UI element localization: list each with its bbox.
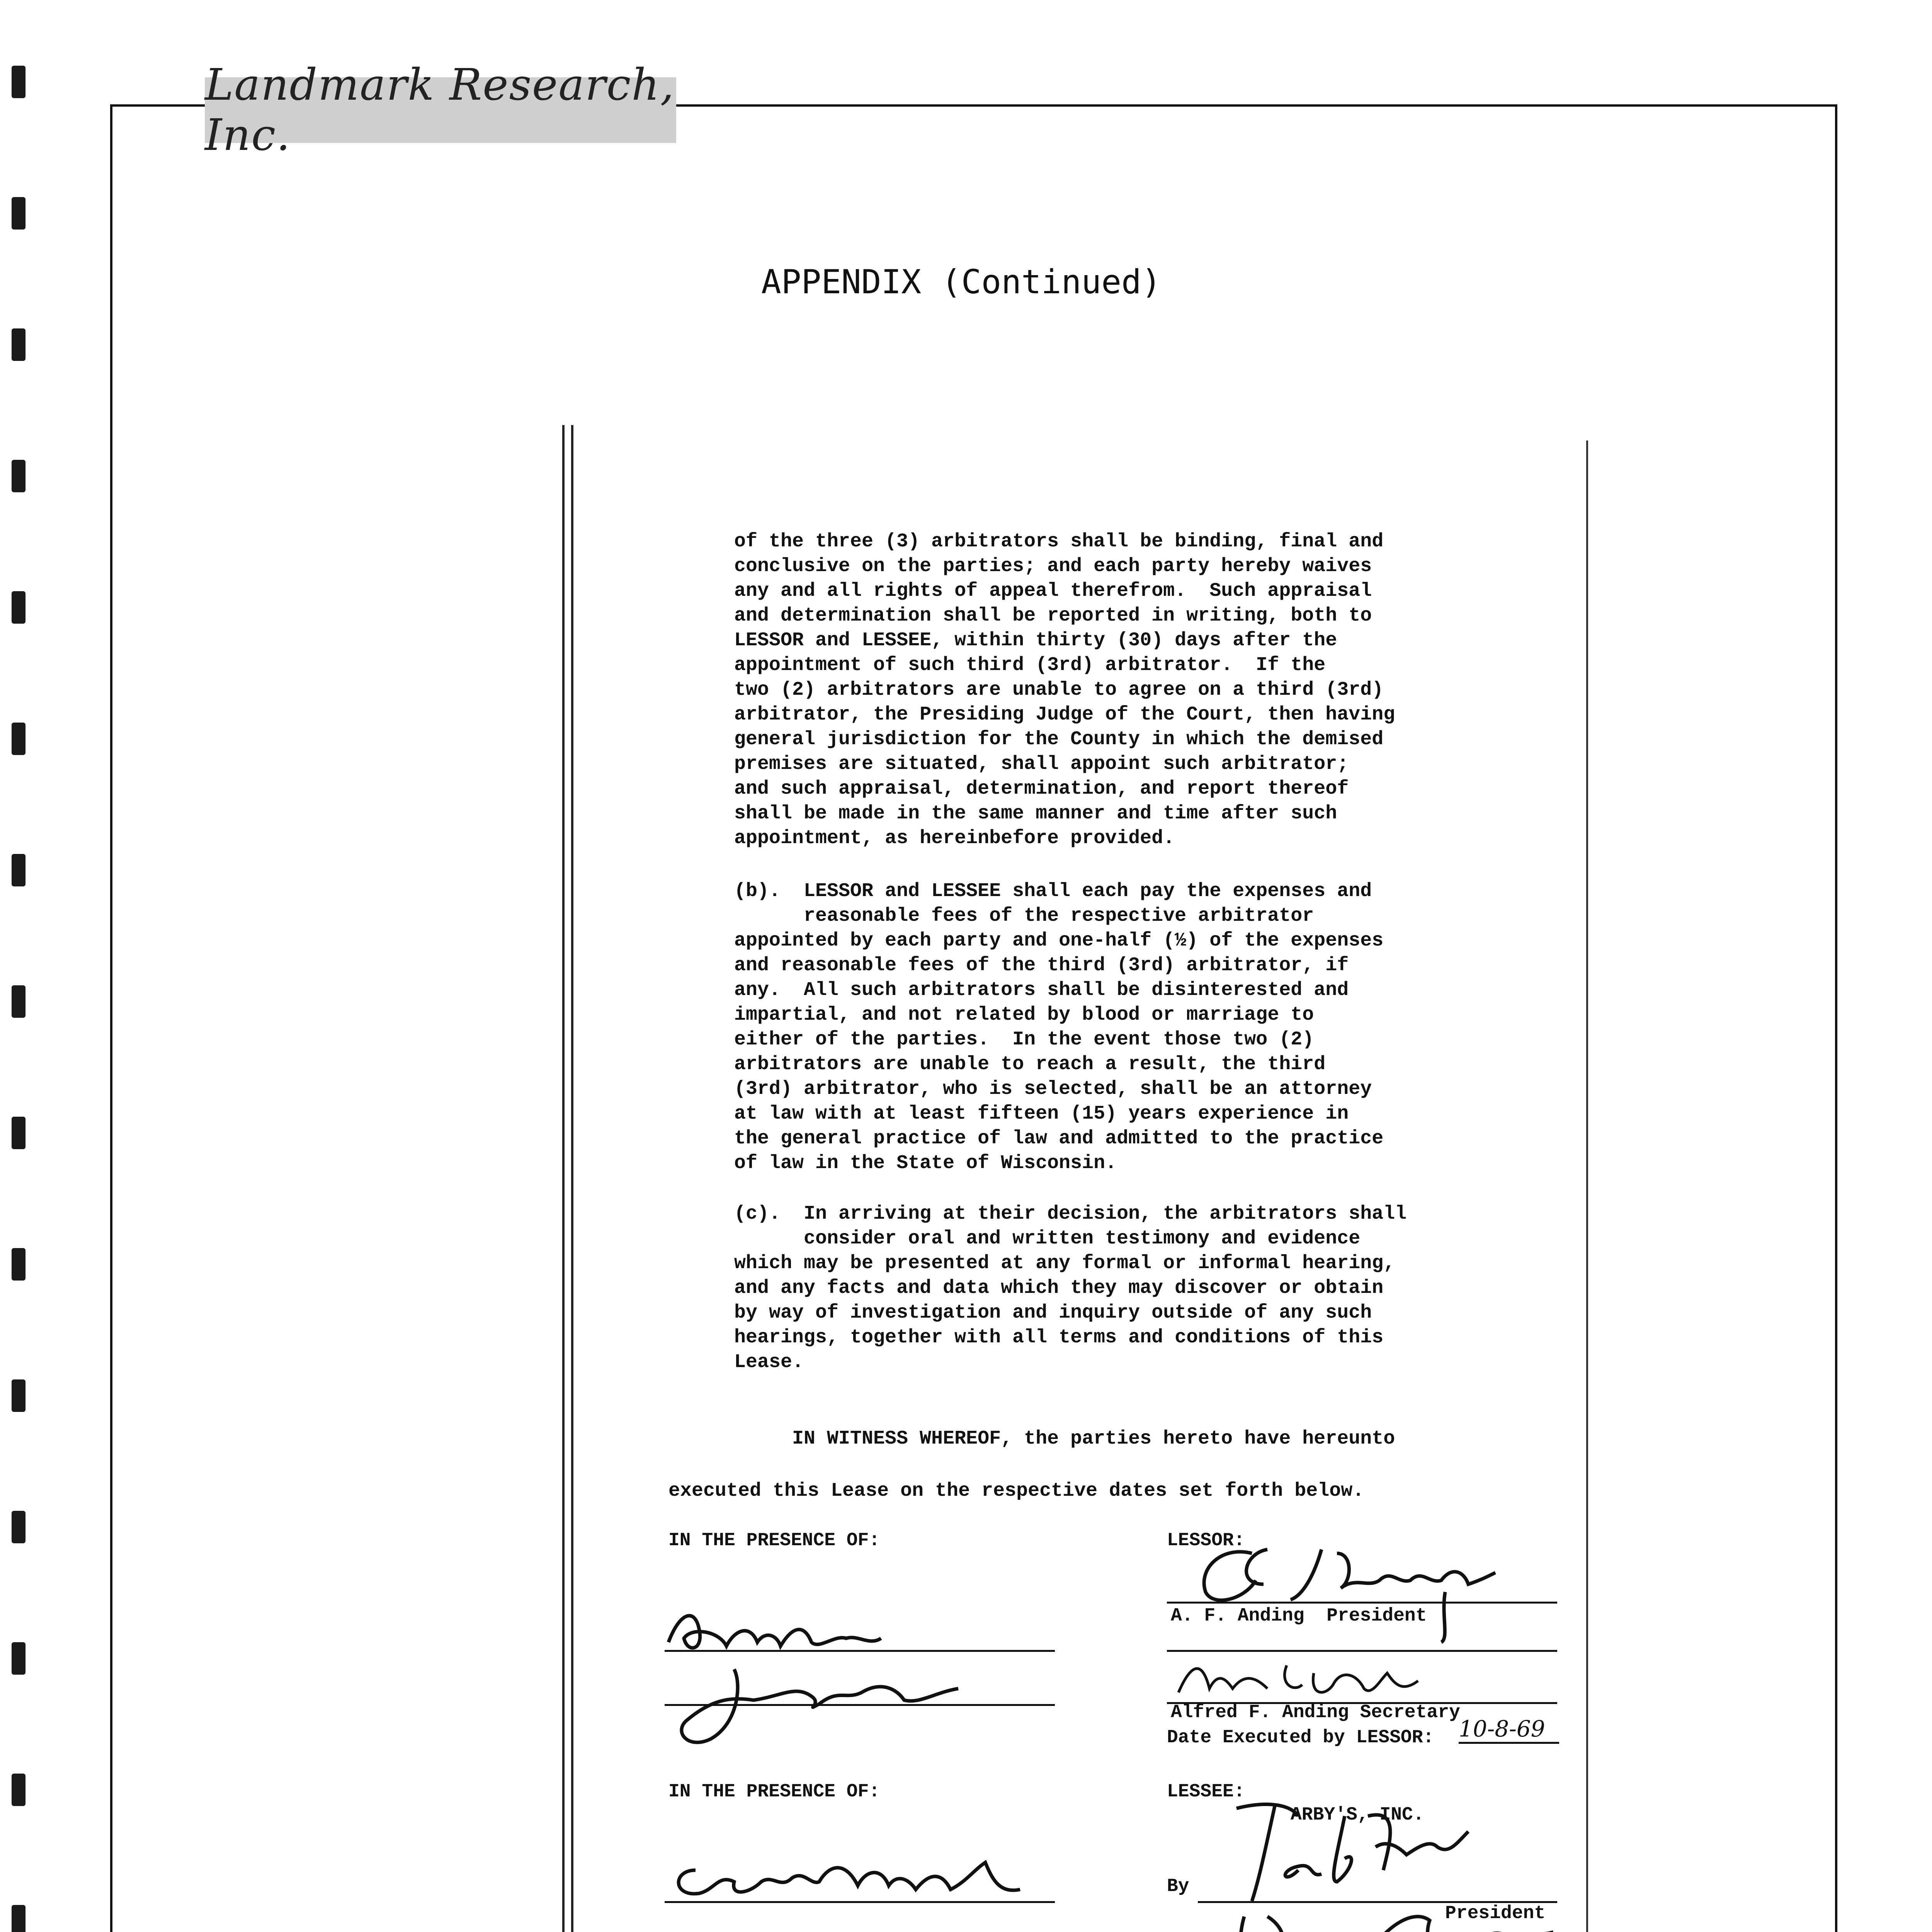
witness-signature-2	[665, 1654, 981, 1756]
lessee-label: LESSEE:	[1167, 1781, 1245, 1802]
binder-hole	[12, 460, 26, 492]
binder-hole	[12, 1117, 26, 1149]
binder-hole	[12, 1248, 26, 1281]
lessee-company: ARBY'S, INC.	[1291, 1804, 1424, 1825]
by-label-1: By	[1167, 1876, 1189, 1897]
binder-hole	[12, 328, 26, 361]
witness-clause: IN WITNESS WHEREOF, the parties hereto have hereunto	[792, 1428, 1395, 1450]
lessor-date-value: 10-8-69	[1459, 1716, 1559, 1744]
lessor-signature-1	[1175, 1538, 1561, 1648]
binder-hole	[12, 985, 26, 1018]
binder-hole	[12, 723, 26, 755]
binder-holes	[12, 0, 35, 1932]
paragraph-arbitrators-binding: of the three (3) arbitrators shall be binding, final and conclusive on the parties; and each party hereby waives any and all rights of appeal therefrom. Such appraisal and determination shall be reported in writing, both to LESSOR and LESSEE, within thirty (30) days after the appointment of such third (3rd) arbitrator. If the two (2) arbitrators are unable to agree on a third (3rd) arbitrator, the Presiding Judge of the Court, then having general jurisdiction for the County in which the demised premises are situated, shall appoint such arbitrator; and such appraisal, determination, and report thereof shall be made in the same manner and time after such appointment, as hereinbefore provided.	[734, 531, 1395, 849]
paragraph-c-decision: (c). In arriving at their decision, the arbitrators shall consider oral and written testimony and evidence which may be presented at any formal or informal hearing, and any facts and data which they may discover or obtain by way of investigation and inquiry outside of any such hearings, together with all terms and conditions of this Lease.	[734, 1203, 1407, 1373]
binder-hole	[12, 1774, 26, 1806]
presence-label-2: IN THE PRESENCE OF:	[668, 1781, 880, 1802]
company-logo	[205, 60, 676, 160]
page-title: APPENDIX (Continued)	[761, 263, 1162, 301]
binder-hole	[12, 1642, 26, 1675]
witness-signature-3	[665, 1847, 1032, 1911]
presence-label-1: IN THE PRESENCE OF:	[668, 1530, 880, 1551]
lessor-signature-2	[1171, 1650, 1441, 1710]
lessee-signature-2	[1221, 1893, 1569, 1932]
company-logo-text: Landmark Research, Inc.	[205, 60, 675, 160]
lessor-name-1: A. F. Anding President	[1171, 1605, 1427, 1626]
lessor-name-2: Alfred F. Anding Secretary	[1171, 1702, 1460, 1723]
binder-hole	[12, 1905, 26, 1932]
binder-hole	[12, 1511, 26, 1543]
document-border-left	[562, 425, 565, 1932]
binder-hole	[12, 66, 26, 98]
binder-hole	[12, 197, 26, 230]
document-border-left-inner	[571, 425, 573, 1932]
binder-hole	[12, 591, 26, 624]
binder-hole	[12, 1379, 26, 1412]
document-border-right	[1586, 440, 1588, 1932]
president-label: President	[1445, 1903, 1546, 1924]
executed-clause: executed this Lease on the respective dates set forth below.	[668, 1480, 1364, 1502]
lessor-date-label: Date Executed by LESSOR:	[1167, 1727, 1434, 1748]
paragraph-b-expenses: (b). LESSOR and LESSEE shall each pay the expenses and reasonable fees of the respective arbitrator appointed by each party and one-half (½) of the expenses and reasonable fees of the third (3rd) arbitrator, if any. All such arbitrators shall be disinterested and impartial, and not related by blood or marriage to either of the parties. In the event those two (2) arbitrators are unable to reach a result, the third (3rd) arbitrator, who is selected, shall be an attorney at law with at least fifteen (15) years experience in the general practice of law and admitted to the practice of law in the State of Wisconsin.	[734, 880, 1384, 1174]
binder-hole	[12, 854, 26, 886]
lessor-label: LESSOR:	[1167, 1530, 1245, 1551]
